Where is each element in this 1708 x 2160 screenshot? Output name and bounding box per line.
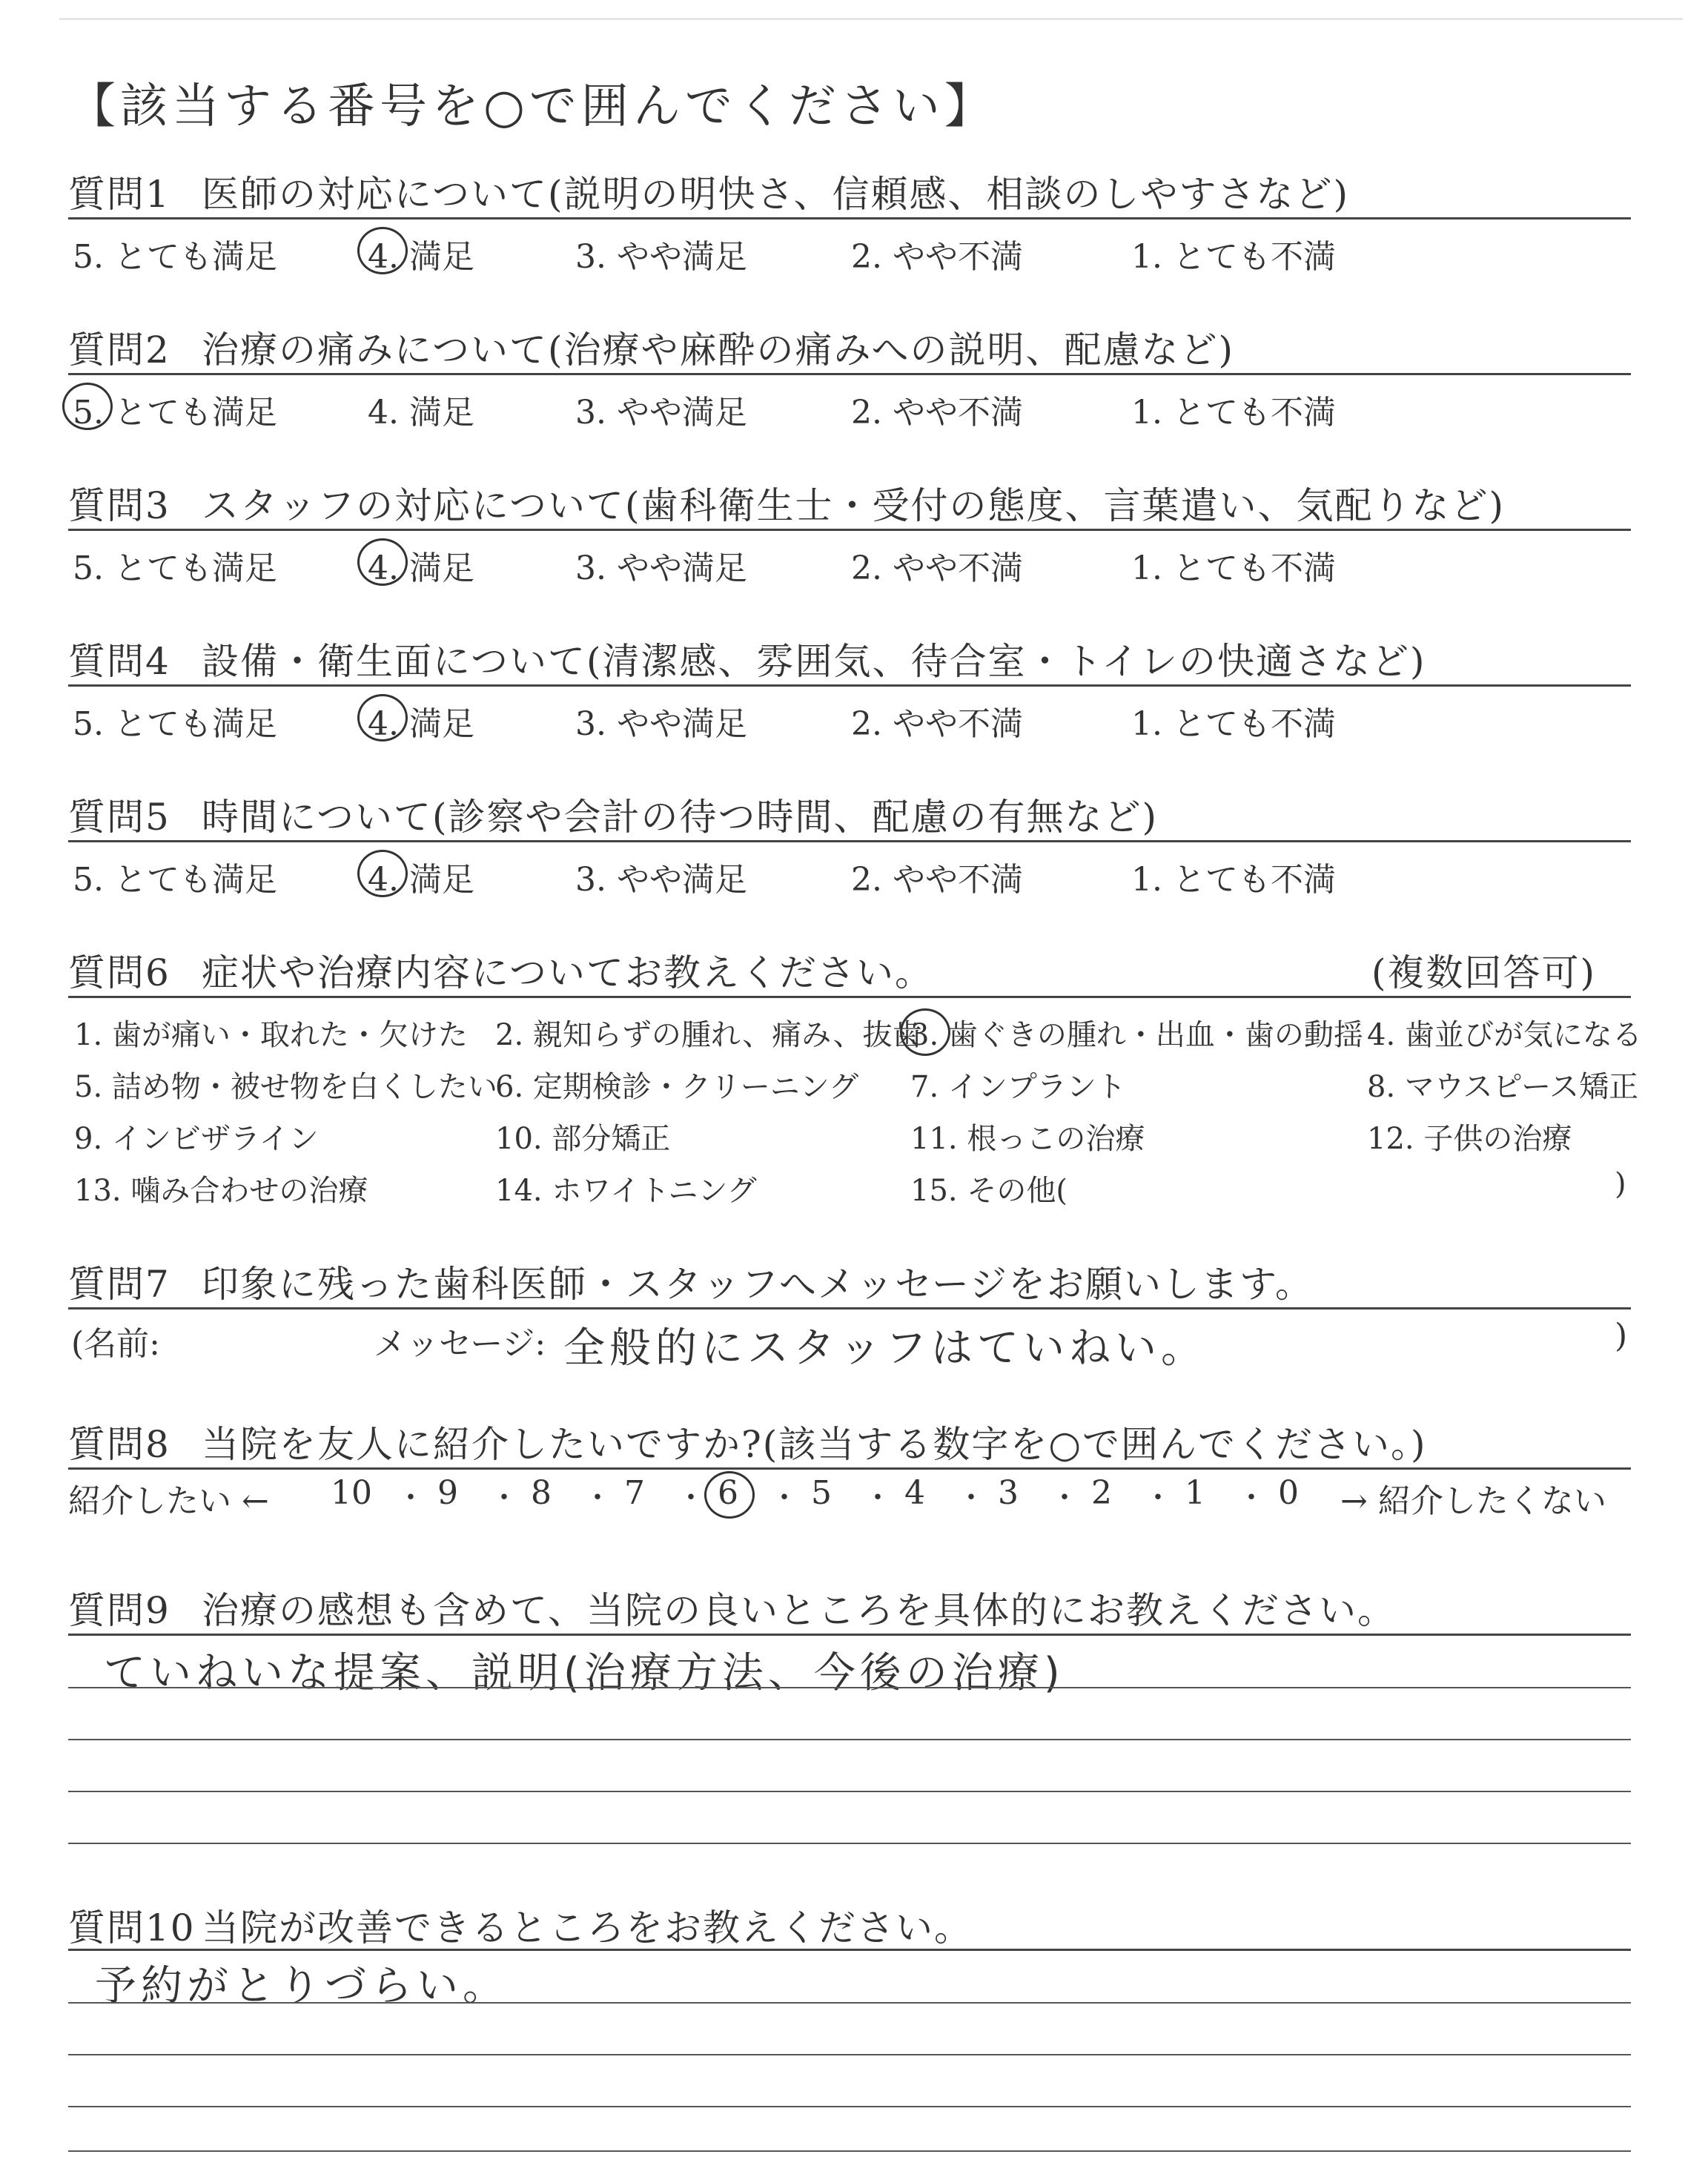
q6-option-15[interactable]: 15. その他(: [910, 1174, 1068, 1208]
question-rule: [68, 1307, 1631, 1309]
q5-option-3[interactable]: 3. やや満足: [575, 861, 747, 899]
q6-option-1[interactable]: 1. 歯が痛い・取れた・欠けた: [74, 1018, 468, 1052]
selected-circle: [357, 538, 408, 586]
q2-option-1[interactable]: 1. とても不満: [1131, 394, 1336, 432]
question-text: 治療の感想も含めて、当院の良いところを具体的にお教えください。: [202, 1589, 1396, 1632]
q4-option-4[interactable]: 4. 満足: [368, 697, 474, 744]
question-number: 質問8: [68, 1423, 171, 1466]
q2-option-5[interactable]: 5. とても満足: [73, 386, 277, 433]
scale-separator: ・: [956, 1481, 986, 1515]
q6-option-10[interactable]: 10. 部分矯正: [495, 1122, 671, 1156]
q6-option-11[interactable]: 11. 根っこの治療: [910, 1122, 1145, 1156]
question-rule: [68, 217, 1631, 219]
q3-option-2[interactable]: 2. やや不満: [851, 549, 1023, 587]
scale-separator: ・: [1050, 1481, 1079, 1515]
q2-option-4[interactable]: 4. 満足: [368, 394, 474, 432]
answer-line: [68, 1687, 1631, 1688]
q6-option-13[interactable]: 13. 噛み合わせの治療: [74, 1174, 368, 1208]
q1-option-4[interactable]: 4. 満足: [368, 230, 474, 277]
q6-option-12[interactable]: 12. 子供の治療: [1367, 1122, 1572, 1156]
answer-line: [68, 1791, 1631, 1792]
scale-separator: ・: [583, 1481, 612, 1515]
q6-option-5[interactable]: 5. 詰め物・被せ物を白くしたい: [74, 1070, 497, 1104]
multiple-answer-note: (複数回答可): [1371, 951, 1597, 994]
q4-option-1[interactable]: 1. とても不満: [1131, 705, 1336, 743]
question-text: スタッフの対応について(歯科衛生士・受付の態度、言葉遣い、気配りなど): [202, 484, 1506, 527]
scale-separator: ・: [769, 1481, 799, 1515]
answer-line: [68, 2002, 1631, 2004]
question-10: [68, 1898, 973, 1952]
question-number: 質問9: [68, 1589, 171, 1632]
question-number: 質問3: [68, 484, 171, 527]
question-text: 印象に残った歯科医師・スタッフへメッセージをお願いします。: [202, 1263, 1314, 1306]
answer-line: [68, 2106, 1631, 2107]
q1-option-3[interactable]: 3. やや満足: [575, 238, 747, 276]
q5-option-1[interactable]: 1. とても不満: [1131, 861, 1336, 899]
q5-option-4[interactable]: 4. 満足: [368, 853, 474, 900]
question-1: [68, 165, 1349, 218]
scale-separator: ・: [1143, 1481, 1173, 1515]
scale-right-label: → 紹介したくない: [1340, 1482, 1606, 1520]
top-divider: [59, 18, 1683, 20]
scale-6[interactable]: 6: [713, 1474, 743, 1512]
scale-0[interactable]: 0: [1278, 1474, 1299, 1512]
scale-8[interactable]: 8: [531, 1474, 552, 1512]
q6-option-3[interactable]: 3. 歯ぐきの腫れ・出血・歯の動揺: [910, 1011, 1363, 1054]
question-text: 当院を友人に紹介したいですか?(該当する数字を○で囲んでください。): [202, 1423, 1427, 1466]
q3-option-4[interactable]: 4. 満足: [368, 541, 474, 589]
question-rule: [68, 1949, 1631, 1951]
question-number: 質問7: [68, 1263, 171, 1306]
question-text: 設備・衛生面について(清潔感、雰囲気、待合室・トイレの快適さなど): [202, 640, 1426, 683]
message-close-paren: ): [1615, 1317, 1628, 1355]
q6-option-6[interactable]: 6. 定期検診・クリーニング: [495, 1070, 859, 1104]
name-label: (名前:: [71, 1325, 160, 1363]
scale-2[interactable]: 2: [1091, 1474, 1112, 1512]
scale-left-label: 紹介したい ←: [68, 1482, 269, 1520]
selected-circle: [357, 694, 408, 742]
question-text: 時間について(診察や会計の待つ時間、配慮の有無など): [202, 796, 1159, 839]
selected-circle: [704, 1471, 755, 1519]
question-rule: [68, 529, 1631, 531]
question-2: [68, 320, 1234, 374]
question-text: 当院が改善できるところをお教えください。: [202, 1906, 973, 1949]
question-4: [68, 632, 1426, 685]
q2-option-3[interactable]: 3. やや満足: [575, 394, 747, 432]
q3-option-5[interactable]: 5. とても満足: [73, 549, 277, 587]
answer-line: [68, 2054, 1631, 2055]
q9-answer[interactable]: ていねいな提案、説明(治療方法、今後の治療): [104, 1649, 1065, 1697]
question-rule: [68, 1634, 1631, 1636]
question-number: 質問4: [68, 640, 171, 683]
answer-line: [68, 1843, 1631, 1844]
scale-10[interactable]: 10: [331, 1474, 372, 1512]
question-9: [68, 1581, 1396, 1634]
selected-circle: [357, 227, 408, 274]
question-number: 質問5: [68, 796, 171, 839]
q6-option-4[interactable]: 4. 歯並びが気になる: [1367, 1018, 1642, 1052]
selected-circle: [900, 1008, 950, 1056]
question-number: 質問2: [68, 328, 171, 371]
q5-option-5[interactable]: 5. とても満足: [73, 861, 277, 899]
q3-option-1[interactable]: 1. とても不満: [1131, 549, 1336, 587]
question-6: [68, 943, 933, 997]
scale-1[interactable]: 1: [1185, 1474, 1205, 1512]
question-rule: [68, 684, 1631, 687]
scale-separator: ・: [863, 1481, 893, 1515]
question-text: 治療の痛みについて(治療や麻酔の痛みへの説明、配慮など): [202, 328, 1235, 371]
q6-other-close-paren: ): [1615, 1167, 1626, 1201]
scale-separator: ・: [489, 1481, 519, 1515]
q4-option-3[interactable]: 3. やや満足: [575, 705, 747, 743]
q10-answer[interactable]: 予約がとりづらい。: [95, 1962, 509, 2010]
question-rule: [68, 1467, 1631, 1470]
q6-option-2[interactable]: 2. 親知らずの腫れ、痛み、抜歯: [495, 1018, 922, 1052]
message-answer[interactable]: 全般的にスタッフはていねい。: [563, 1324, 1207, 1373]
question-5: [68, 787, 1158, 841]
selected-circle: [357, 850, 408, 897]
q6-option-8[interactable]: 8. マウスピース矯正: [1367, 1070, 1639, 1104]
q4-option-5[interactable]: 5. とても満足: [73, 705, 277, 743]
question-8: [68, 1415, 1426, 1468]
q5-option-2[interactable]: 2. やや不満: [851, 861, 1023, 899]
q6-option-14[interactable]: 14. ホワイトニング: [495, 1174, 757, 1208]
scale-separator: ・: [1237, 1481, 1266, 1515]
question-rule: [68, 996, 1631, 998]
selected-circle: [62, 383, 113, 430]
question-rule: [68, 840, 1631, 842]
question-7: [68, 1255, 1314, 1308]
question-number: 質問6: [68, 951, 171, 994]
question-rule: [68, 373, 1631, 375]
scale-5[interactable]: 5: [811, 1474, 832, 1512]
answer-line: [68, 2150, 1631, 2152]
scale-4[interactable]: 4: [904, 1474, 925, 1512]
scale-separator: ・: [676, 1481, 706, 1515]
question-number: 質問1: [68, 173, 171, 216]
question-text: 医師の対応について(説明の明快さ、信頼感、相談のしやすさなど): [202, 173, 1350, 216]
answer-line: [68, 1739, 1631, 1740]
page-title: 【該当する番号を○で囲んでください】: [68, 79, 996, 134]
scale-9[interactable]: 9: [437, 1474, 458, 1512]
question-text: 症状や治療内容についてお教えください。: [202, 951, 933, 994]
question-3: [68, 476, 1505, 529]
question-number: 質問10: [68, 1906, 196, 1949]
q4-option-2[interactable]: 2. やや不満: [851, 705, 1023, 743]
scale-3[interactable]: 3: [998, 1474, 1019, 1512]
q6-option-9[interactable]: 9. インビザライン: [74, 1122, 319, 1156]
message-label: メッセージ:: [374, 1325, 546, 1363]
q6-option-7[interactable]: 7. インプラント: [910, 1070, 1126, 1104]
q1-option-1[interactable]: 1. とても不満: [1131, 238, 1336, 276]
q1-option-5[interactable]: 5. とても満足: [73, 238, 277, 276]
scale-separator: ・: [396, 1481, 426, 1515]
scale-7[interactable]: 7: [624, 1474, 645, 1512]
q3-option-3[interactable]: 3. やや満足: [575, 549, 747, 587]
q1-option-2[interactable]: 2. やや不満: [851, 238, 1023, 276]
q2-option-2[interactable]: 2. やや不満: [851, 394, 1023, 432]
